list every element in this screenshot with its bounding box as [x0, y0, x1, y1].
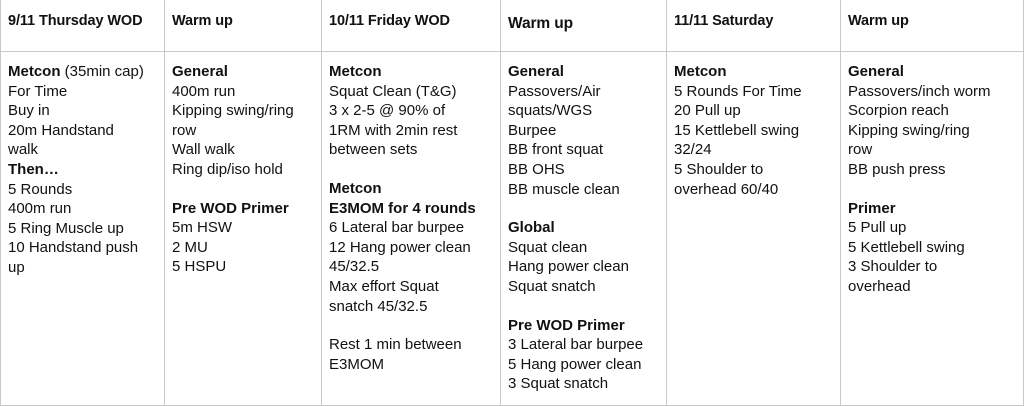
workout-line: Squat Clean (T&G) — [329, 82, 457, 100]
friday-wod-cell — [322, 52, 501, 406]
section-heading-label: General — [508, 63, 564, 80]
section-heading-label: General — [172, 63, 228, 80]
section-heading — [8, 62, 164, 82]
workout-line: 5m HSW — [172, 219, 232, 237]
section-heading — [848, 62, 1023, 82]
section-heading-label: E3MOM for 4 rounds — [329, 199, 476, 217]
section-heading — [508, 62, 666, 82]
workout-line: Max effort Squat — [329, 277, 439, 295]
workout-line: 400m run — [8, 200, 72, 218]
workout-line: 5 Rounds — [8, 180, 73, 198]
section-heading — [329, 199, 500, 219]
workout-line: BB OHS — [508, 160, 565, 178]
workout-line: 32/24 — [674, 141, 712, 159]
section-heading — [674, 62, 840, 82]
workout-line: Passovers/inch worm — [848, 82, 991, 100]
workout-line: 3 Squat snatch — [508, 375, 609, 393]
workout-line: 20m Handstand — [8, 121, 114, 139]
section-heading-label: General — [848, 63, 904, 80]
saturday-wod-cell — [667, 52, 841, 406]
workout-line: 1RM with 2min rest — [329, 121, 458, 139]
workout-line: Kipping swing/ring — [848, 121, 970, 139]
header-thursday-wod: 9/11 Thursday WOD — [0, 0, 165, 52]
workout-line: Passovers/Air — [508, 82, 601, 100]
workout-line: Hang power clean — [508, 258, 629, 276]
workout-line: 6 Lateral bar burpee — [329, 219, 465, 237]
workout-line: 5 Pull up — [848, 219, 907, 237]
section-heading — [508, 316, 666, 336]
workout-line: Burpee — [508, 121, 557, 139]
workout-line: 12 Hang power clean — [329, 238, 471, 256]
workout-line: between sets — [329, 141, 418, 159]
workout-line: 5 Shoulder to — [674, 160, 764, 178]
section-heading-label: Metcon — [329, 63, 382, 80]
workout-line: Buy in — [8, 102, 50, 120]
workout-line: 5 Rounds For Time — [674, 82, 802, 100]
workout-line: 5 Kettlebell swing — [848, 238, 965, 256]
section-heading — [848, 199, 1023, 219]
section-heading-label: Pre WOD Primer — [508, 316, 625, 334]
section-heading — [172, 199, 321, 219]
workout-line: snatch 45/32.5 — [329, 297, 428, 315]
workout-line: 3 x 2-5 @ 90% of — [329, 102, 446, 120]
workout-line: BB push press — [848, 160, 946, 178]
spacer — [508, 199, 666, 218]
thursday-wod-cell — [0, 52, 165, 406]
workout-line: 5 Hang power clean — [508, 355, 642, 373]
workout-line: 3 Lateral bar burpee — [508, 336, 644, 354]
workout-line: Rest 1 min between — [329, 336, 462, 354]
spacer — [329, 316, 500, 335]
workout-line: For Time — [8, 82, 68, 100]
header-warm-up-saturday: Warm up — [841, 0, 1024, 52]
section-heading-label: Pre WOD Primer — [172, 199, 289, 217]
workout-line: 400m run — [172, 82, 236, 100]
section-heading — [329, 62, 500, 82]
workout-line: Ring dip/iso hold — [172, 160, 283, 178]
saturday-warm-up-cell — [841, 52, 1024, 406]
workout-line: BB muscle clean — [508, 180, 620, 198]
section-heading — [8, 160, 164, 180]
section-heading — [508, 218, 666, 238]
workout-line: row — [172, 121, 197, 139]
workout-line: Scorpion reach — [848, 102, 949, 120]
spacer — [172, 180, 321, 199]
workout-line: row — [848, 141, 873, 159]
workout-line: 3 Shoulder to — [848, 258, 938, 276]
workout-line: E3MOM — [329, 355, 385, 373]
header-warm-up-thursday: Warm up — [165, 0, 322, 52]
spacer — [848, 180, 1023, 199]
workout-line: Squat clean — [508, 238, 588, 256]
workout-line: overhead 60/40 — [674, 180, 779, 198]
workout-line: BB front squat — [508, 141, 604, 159]
section-heading — [329, 179, 500, 199]
friday-warm-up-cell — [501, 52, 667, 406]
workout-line: Kipping swing/ring — [172, 102, 294, 120]
section-heading-label: Primer — [848, 199, 896, 217]
section-heading-label: Metcon — [329, 179, 382, 197]
workout-line: 45/32.5 — [329, 258, 380, 276]
section-heading — [172, 62, 321, 82]
workout-line: 5 Ring Muscle up — [8, 219, 124, 237]
workout-line: squats/WGS — [508, 102, 593, 120]
workout-line: Squat snatch — [508, 277, 596, 295]
header-warm-up-friday: Warm up — [501, 0, 667, 52]
workout-line: 20 Pull up — [674, 102, 741, 120]
spacer — [508, 297, 666, 316]
header-saturday-wod: 11/11 Saturday — [667, 0, 841, 52]
section-heading-label: Metcon — [674, 63, 727, 80]
spacer — [329, 160, 500, 179]
header-friday-wod: 10/11 Friday WOD — [322, 0, 501, 52]
workout-line: up — [8, 258, 25, 276]
section-heading-note: (35min cap) — [60, 63, 144, 80]
section-heading-label: Global — [508, 219, 555, 237]
workout-line: walk — [8, 141, 39, 159]
workout-line: 10 Handstand push — [8, 239, 139, 257]
workout-line: 2 MU — [172, 238, 208, 256]
workout-line: Wall walk — [172, 141, 235, 159]
section-heading-label: Then… — [8, 160, 59, 178]
thursday-warm-up-cell — [165, 52, 322, 406]
section-heading-label: Metcon — [8, 63, 61, 80]
workout-line: 5 HSPU — [172, 258, 227, 276]
workout-line: 15 Kettlebell swing — [674, 121, 800, 139]
workout-line: overhead — [848, 277, 911, 295]
